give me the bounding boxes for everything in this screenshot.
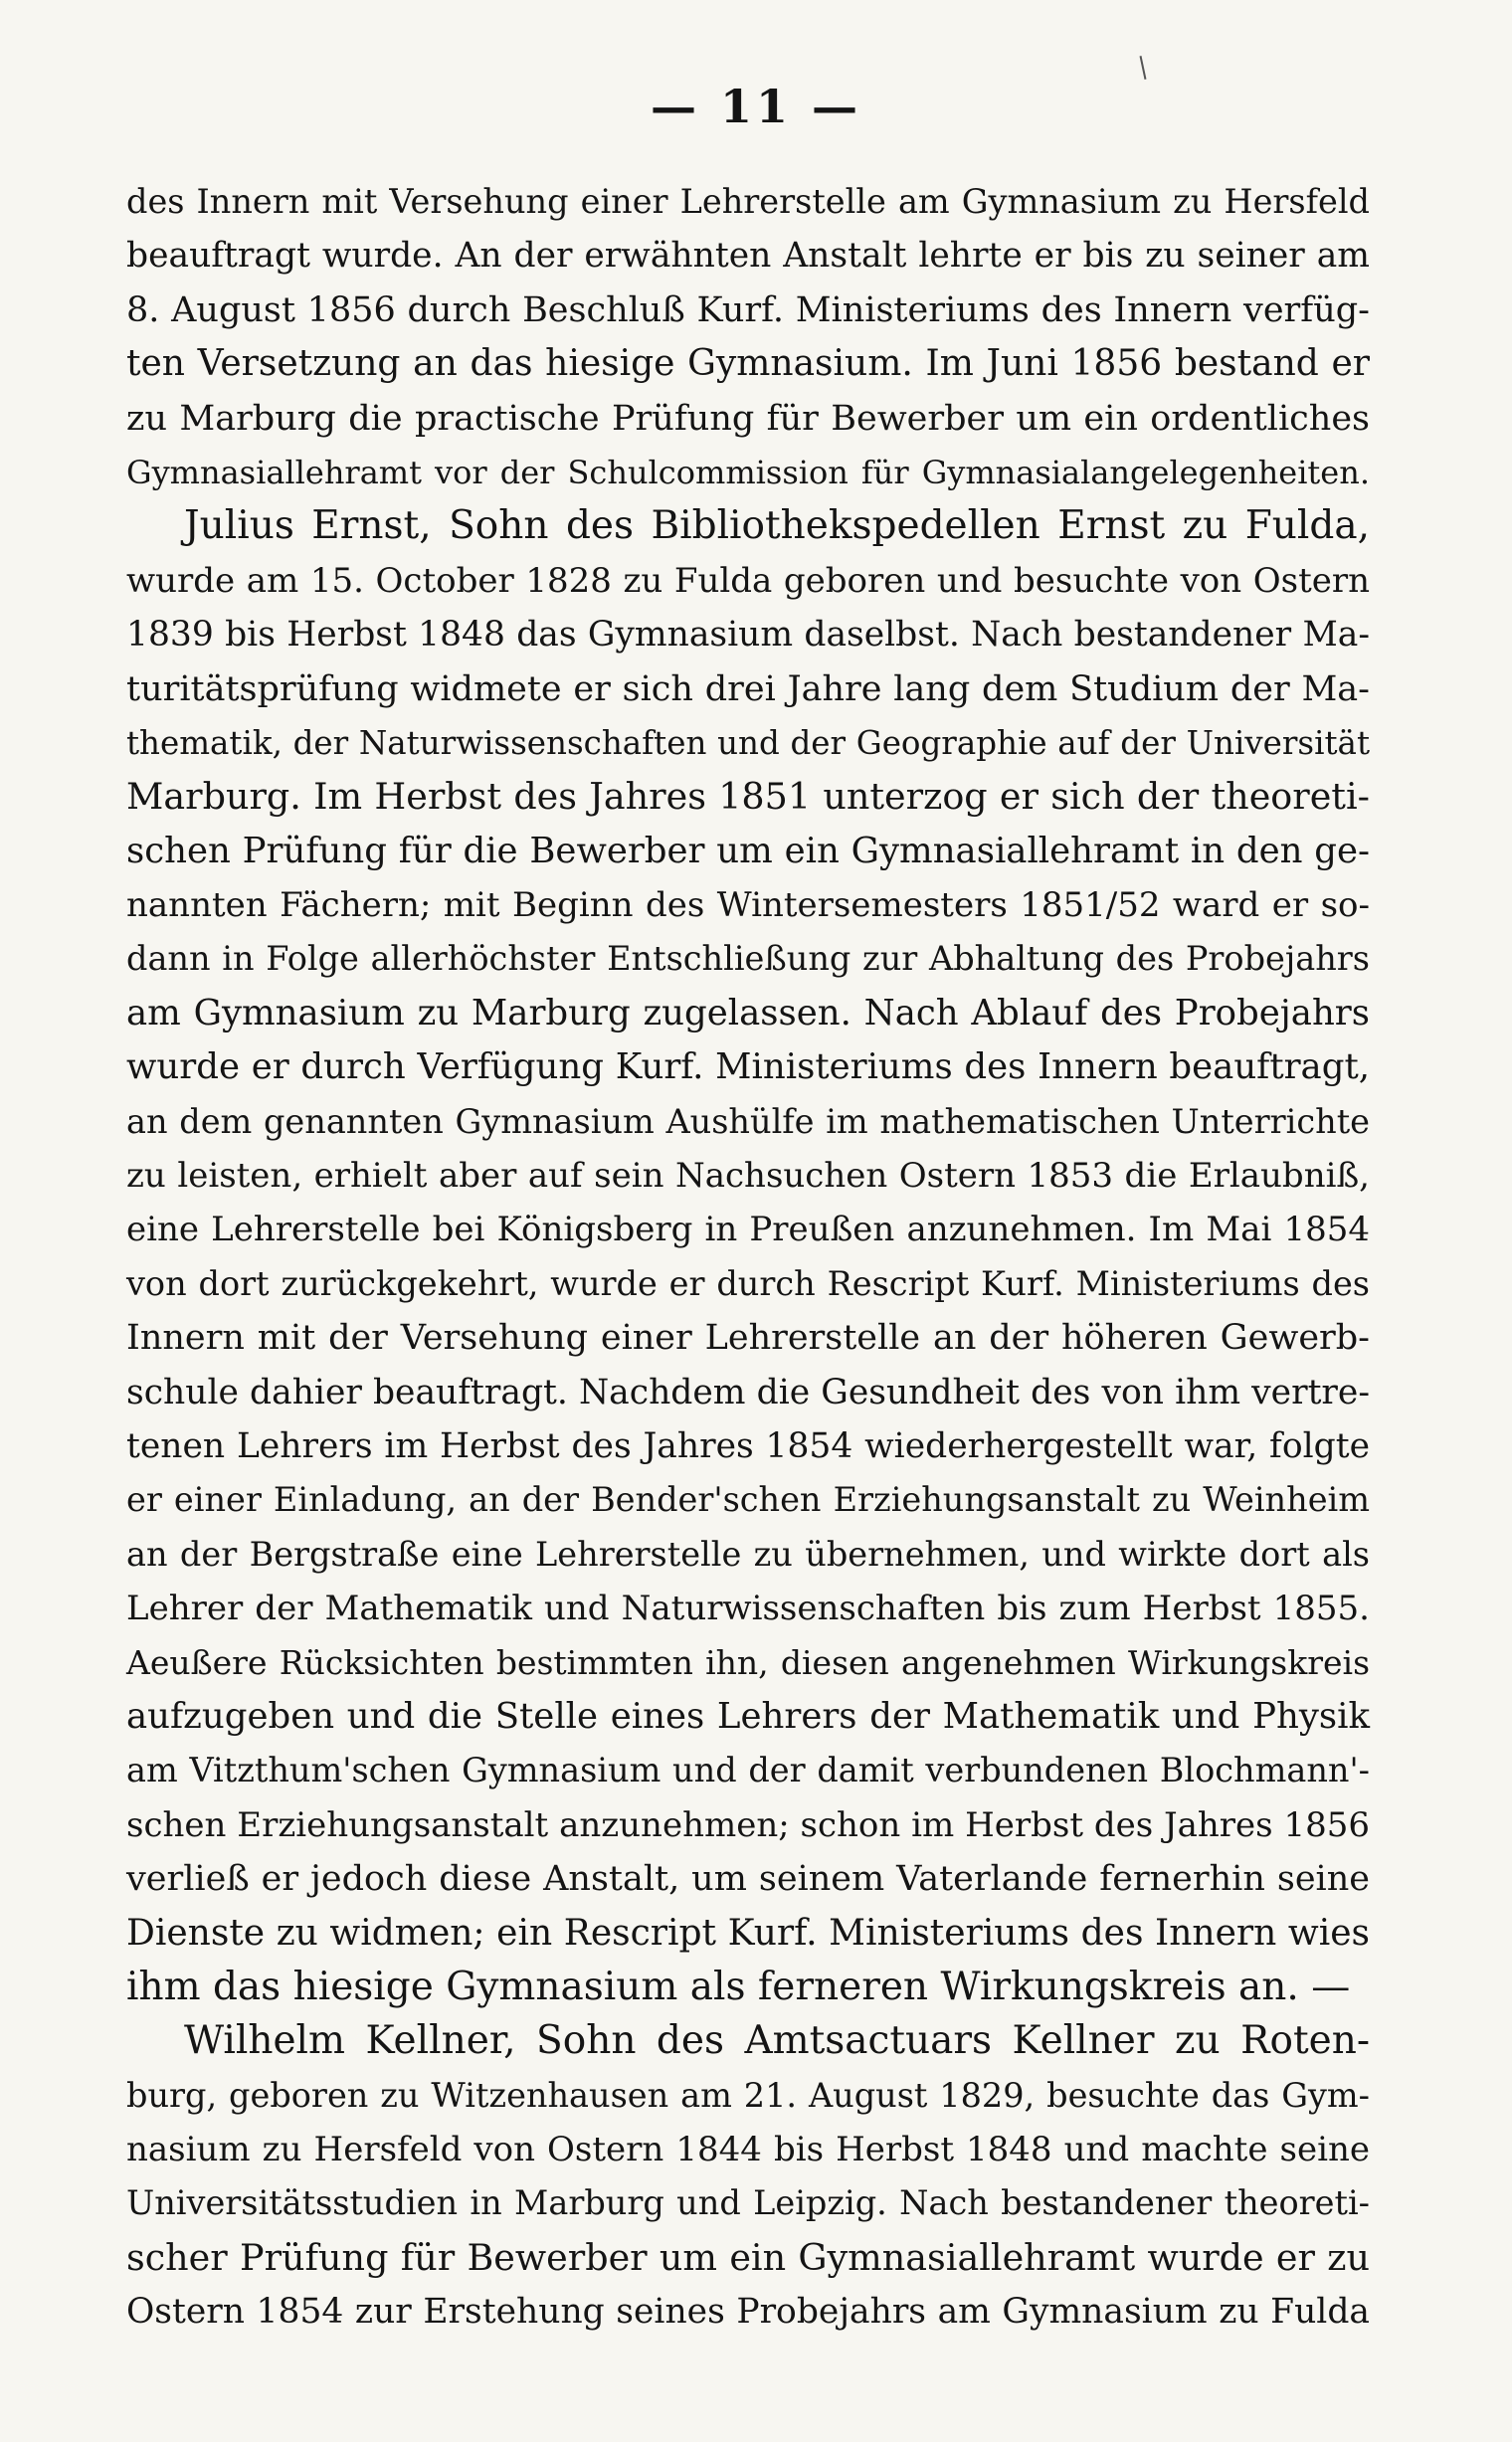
text-line: wurde am 15. October 1828 zu Fulda geboren und besuchte von Ostern: [126, 560, 1370, 601]
text-line: Ostern 1854 zur Erstehung seines Probejahrs am Gymnasium zu Fulda: [126, 2292, 1370, 2333]
text-line: an dem genannten Gymnasium Aushülfe im mathematischen Unterrichte: [126, 1101, 1370, 1141]
text-line: am Vitzthum'schen Gymnasium und der damit verbundenen Blochmann'-: [126, 1751, 1370, 1790]
text-line: Julius Ernst, Sohn des Bibliothekspedellen Ernst zu Fulda,: [184, 503, 1370, 549]
text-line: nasium zu Hersfeld von Ostern 1844 bis Herbst 1848 und machte seine: [126, 2130, 1370, 2170]
text-line: schule dahier beauftragt. Nachdem die Gesundheit des von ihm vertre-: [126, 1372, 1370, 1412]
text-line: nannten Fächern; mit Beginn des Wintersemesters 1851/52 ward er so-: [126, 885, 1370, 926]
text-line: schen Erziehungsanstalt anzunehmen; schon im Herbst des Jahres 1856: [126, 1804, 1370, 1845]
text-line: 8. August 1856 durch Beschluß Kurf. Ministeriums des Innern verfüg-: [126, 289, 1370, 330]
text-line: er einer Einladung, an der Bender'schen Erziehungsanstalt zu Weinheim: [126, 1480, 1370, 1520]
text-line: eine Lehrerstelle bei Königsberg in Preußen anzunehmen. Im Mai 1854: [126, 1210, 1370, 1250]
text-line: Aeußere Rücksichten bestimmten ihn, diesen angenehmen Wirkungskreis: [126, 1642, 1370, 1682]
text-line: schen Prüfung für die Bewerber um ein Gymnasiallehramt in den ge-: [126, 830, 1370, 871]
text-line: Marburg. Im Herbst des Jahres 1851 unterzog er sich der theoreti-: [126, 775, 1370, 819]
text-line: wurde er durch Verfügung Kurf. Ministeriums des Innern beauftragt,: [126, 1046, 1370, 1088]
text-line: an der Bergstraße eine Lehrerstelle zu übernehmen, und wirkte dort als: [126, 1534, 1370, 1574]
text-line: Universitätsstudien in Marburg und Leipzig. Nach bestandener theoreti-: [126, 2183, 1370, 2223]
text-line: ten Versetzung an das hiesige Gymnasium. Im Juni 1856 bestand er: [126, 343, 1370, 385]
text-line: Dienste zu widmen; ein Rescript Kurf. Ministeriums des Innern wies: [126, 1912, 1370, 1954]
text-line: des Innern mit Versehung einer Lehrerstelle am Gymnasium zu Hersfeld: [126, 182, 1370, 221]
margin-mark: [1140, 56, 1147, 80]
text-line: ihm das hiesige Gymnasium als ferneren Wirkungskreis an. —: [126, 1964, 1351, 2009]
text-line: beauftragt wurde. An der erwähnten Anstalt lehrte er bis zu seiner am: [126, 236, 1370, 277]
text-line: zu Marburg die practische Prüfung für Bewerber um ein ordentliches: [126, 398, 1370, 439]
text-line: zu leisten, erhielt aber auf sein Nachsuchen Ostern 1853 die Erlaubniß,: [126, 1156, 1370, 1197]
text-line: verließ er jedoch diese Anstalt, um seinem Vaterlande fernerhin seine: [126, 1859, 1370, 1900]
text-line: dann in Folge allerhöchster Entschließung zur Abhaltung des Probejahrs: [126, 939, 1370, 979]
text-line: Gymnasiallehramt vor der Schulcommission für Gymnasialangelegenheiten.: [126, 453, 1370, 491]
page-number-header: — 11 —: [650, 80, 862, 133]
text-line: 1839 bis Herbst 1848 das Gymnasium daselbst. Nach bestandener Ma-: [126, 615, 1370, 656]
text-line: von dort zurückgekehrt, wurde er durch Rescript Kurf. Ministeriums des: [126, 1263, 1370, 1303]
text-line: Wilhelm Kellner, Sohn des Amtsactuars Kellner zu Roten-: [184, 2018, 1370, 2064]
body-text: [126, 175, 1370, 2340]
text-line: am Gymnasium zu Marburg zugelassen. Nach Ablauf des Probejahrs: [126, 992, 1370, 1033]
text-line: burg, geboren zu Witzenhausen am 21. August 1829, besuchte das Gym-: [126, 2075, 1370, 2115]
text-line: turitätsprüfung widmete er sich drei Jahre lang dem Studium der Ma-: [126, 668, 1370, 709]
text-line: aufzugeben und die Stelle eines Lehrers der Mathematik und Physik: [126, 1695, 1370, 1737]
text-line: Lehrer der Mathematik und Naturwissenschaften bis zum Herbst 1855.: [126, 1589, 1370, 1629]
text-line: thematik, der Naturwissenschaften und der Geographie auf der Universität: [126, 723, 1370, 762]
text-line: Innern mit der Versehung einer Lehrerstelle an der höheren Gewerb-: [126, 1318, 1370, 1359]
text-line: tenen Lehrers im Herbst des Jahres 1854 wiederhergestellt war, folgte: [126, 1425, 1370, 1466]
text-line: scher Prüfung für Bewerber um ein Gymnasiallehramt wurde er zu: [126, 2235, 1370, 2279]
